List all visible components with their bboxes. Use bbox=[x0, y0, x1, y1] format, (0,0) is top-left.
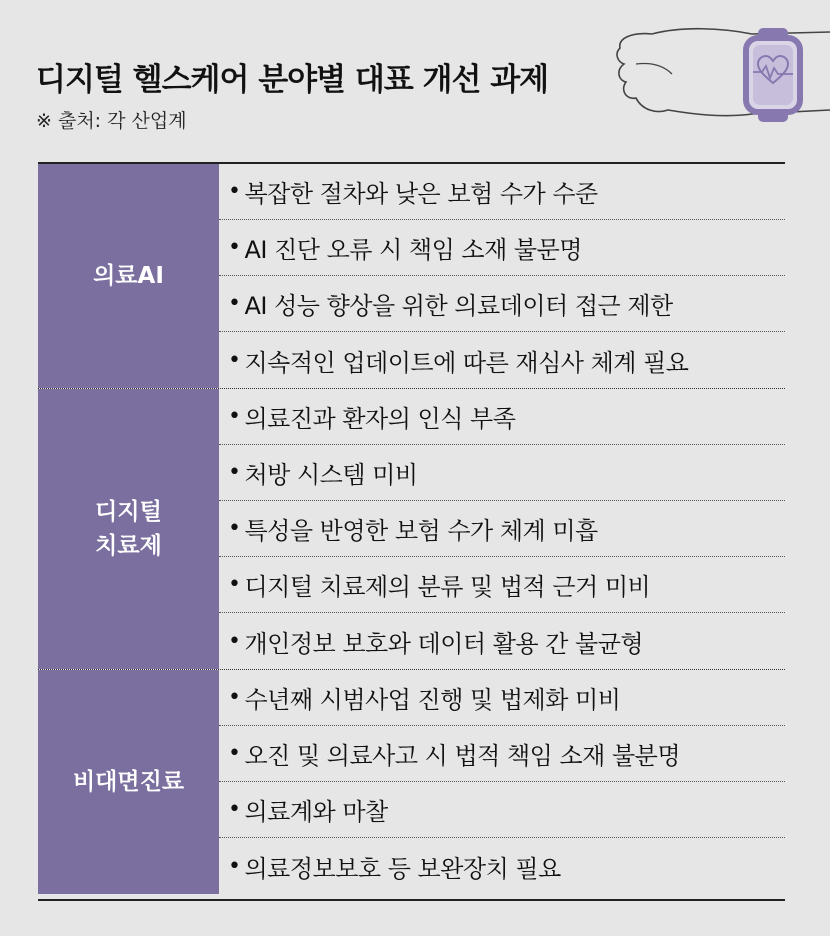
item-list bbox=[219, 389, 785, 669]
bullet-icon: • bbox=[228, 347, 241, 373]
category-cell bbox=[38, 164, 219, 388]
list-item bbox=[219, 332, 785, 388]
bullet-icon: • bbox=[228, 291, 241, 316]
page-title: 디지털 헬스케어 분야별 대표 개선 과제 bbox=[36, 62, 549, 98]
item-text: 오진 및 의료사고 시 법적 책임 소재 불분명 bbox=[244, 742, 681, 770]
category-label: 비대면진료 bbox=[72, 769, 185, 795]
item-text: 디지털 치료제의 분류 및 법적 근거 미비 bbox=[244, 573, 651, 601]
category-label: 의료AI bbox=[93, 263, 164, 289]
item-text: AI 성능 향상을 위한 의료데이터 접근 제한 bbox=[244, 292, 673, 320]
bullet-icon: • bbox=[228, 797, 241, 822]
category-cell bbox=[38, 389, 219, 669]
source-note: ※ 출처: 각 산업계 bbox=[36, 110, 187, 132]
smartwatch-wrist-illustration bbox=[612, 14, 830, 134]
list-item bbox=[219, 726, 785, 782]
group-digital-therapeutics bbox=[38, 389, 785, 670]
bullet-icon: • bbox=[228, 572, 241, 597]
list-item bbox=[219, 670, 785, 726]
list-item bbox=[219, 501, 785, 557]
list-item bbox=[219, 220, 785, 276]
list-item bbox=[219, 838, 785, 894]
improvement-table bbox=[38, 162, 785, 901]
bullet-icon: • bbox=[228, 685, 241, 710]
category-label: 디지털 치료제 bbox=[95, 499, 162, 559]
item-text: 특성을 반영한 보험 수가 체계 미흡 bbox=[244, 517, 598, 545]
item-text: AI 진단 오류 시 책임 소재 불문명 bbox=[244, 236, 582, 264]
bullet-icon: • bbox=[228, 741, 241, 766]
category-cell bbox=[38, 670, 219, 894]
item-text: 지속적인 업데이트에 따른 재심사 체계 필요 bbox=[244, 348, 689, 377]
bullet-icon: • bbox=[228, 404, 241, 429]
item-list bbox=[219, 670, 785, 894]
list-item bbox=[219, 445, 785, 501]
bullet-icon: • bbox=[228, 460, 241, 485]
item-text: 의료진과 환자의 인식 부족 bbox=[244, 405, 516, 433]
list-item bbox=[219, 557, 785, 613]
list-item bbox=[219, 164, 785, 220]
bullet-icon: • bbox=[228, 235, 241, 260]
item-text: 처방 시스템 미비 bbox=[244, 461, 418, 489]
bullet-icon: • bbox=[228, 179, 241, 204]
group-telemedicine bbox=[38, 670, 785, 894]
item-text: 수년째 시범사업 진행 및 법제화 미비 bbox=[244, 686, 621, 714]
list-item bbox=[219, 389, 785, 445]
group-medical-ai bbox=[38, 164, 785, 389]
list-item bbox=[219, 782, 785, 838]
item-text: 의료계와 마찰 bbox=[244, 798, 388, 826]
bullet-icon: • bbox=[228, 853, 241, 879]
item-text: 의료정보보호 등 보완장치 필요 bbox=[244, 854, 561, 883]
item-text: 개인정보 보호와 데이터 활용 간 불균형 bbox=[244, 629, 644, 658]
bullet-icon: • bbox=[228, 516, 241, 541]
list-item bbox=[219, 276, 785, 332]
bullet-icon: • bbox=[228, 628, 241, 654]
item-list bbox=[219, 164, 785, 388]
item-text: 복잡한 절차와 낮은 보험 수가 수준 bbox=[244, 180, 598, 208]
list-item bbox=[219, 613, 785, 669]
